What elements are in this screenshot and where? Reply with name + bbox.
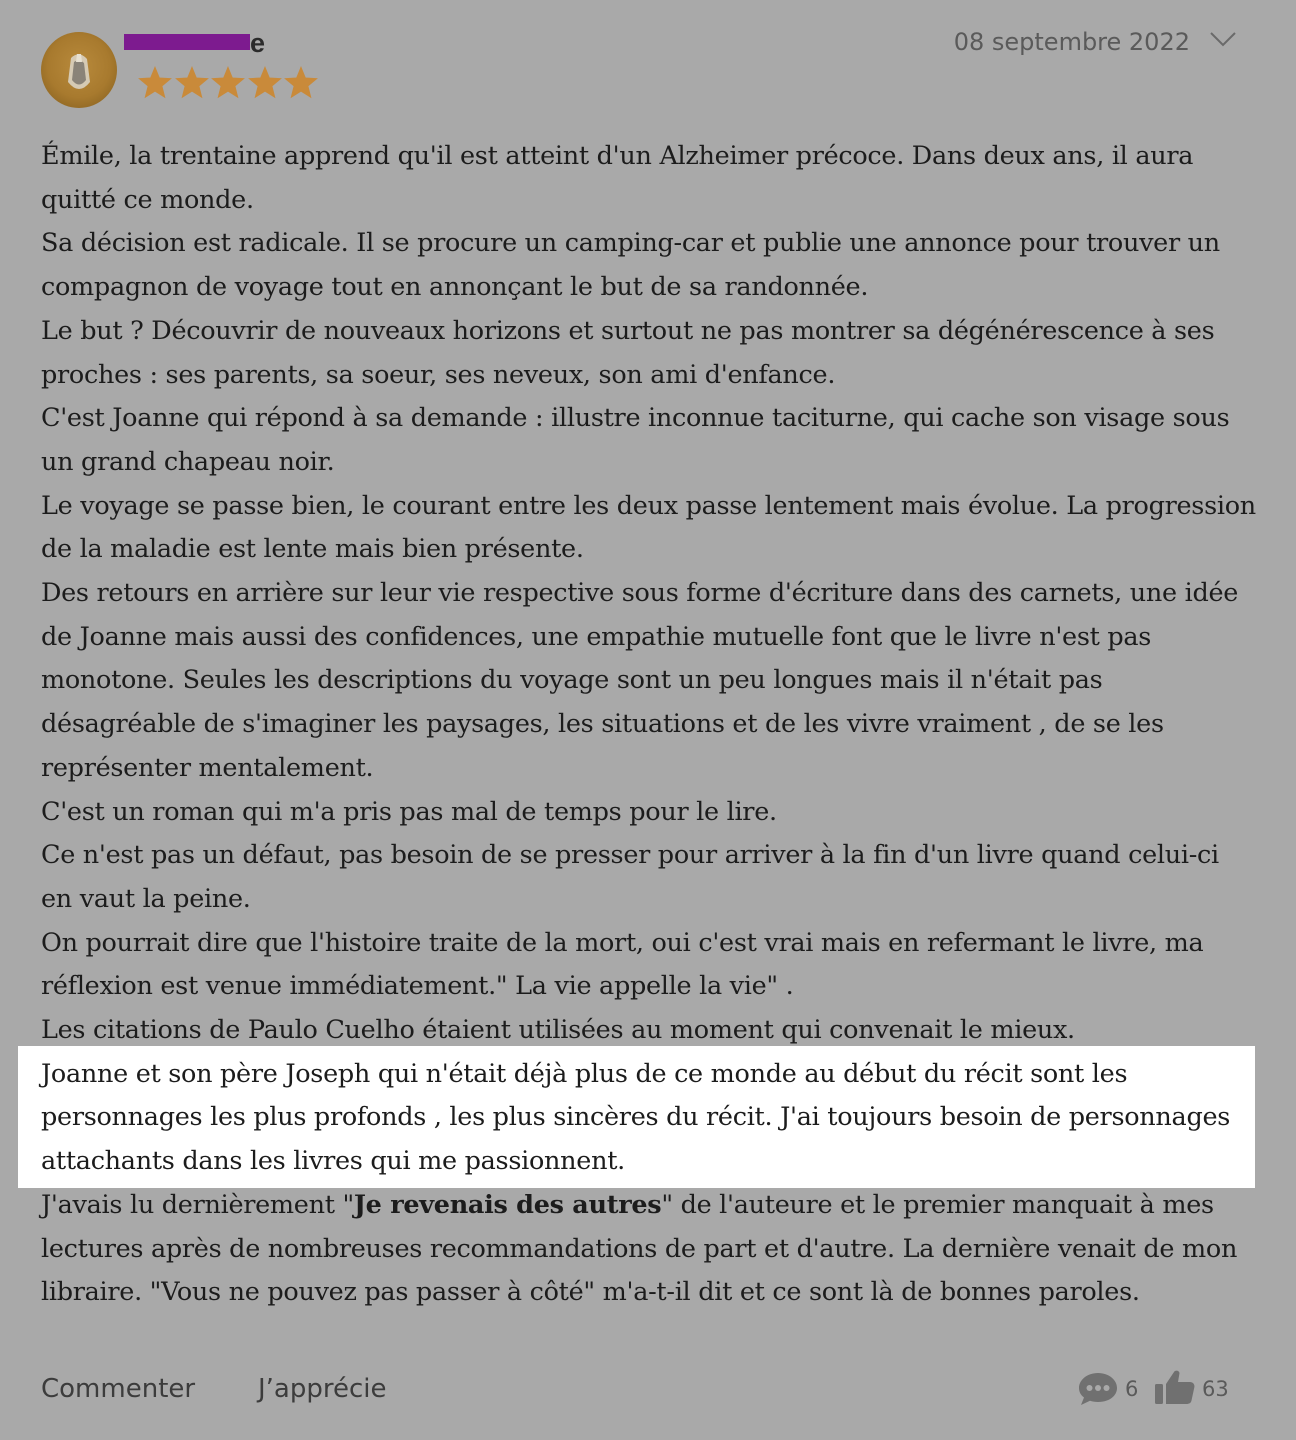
review-paragraph: Sa décision est radicale. Il se procure un camping-car et publie une annonce pour trouver un compagnon de voyage tout en annonçant le but de sa randonnée. bbox=[41, 228, 1220, 303]
text-fragment: J'avais lu dernièrement " bbox=[41, 1189, 354, 1220]
comment-bubble-icon[interactable] bbox=[1076, 1370, 1120, 1408]
chevron-down-icon[interactable] bbox=[1209, 30, 1237, 48]
star-icon bbox=[210, 65, 246, 101]
comment-count: 6 bbox=[1125, 1377, 1139, 1401]
review-paragraph: Les citations de Paulo Cuelho étaient utilisées au moment qui convenait le mieux. bbox=[41, 1015, 1075, 1046]
review-paragraph: On pourrait dire que l'histoire traite de la mort, oui c'est vrai mais en refermant le livre, ma réflexion est venue immédiatement." La vie appelle la vie" . bbox=[41, 927, 1204, 1002]
comment-button[interactable]: Commenter bbox=[41, 1374, 196, 1404]
review-paragraph: C'est Joanne qui répond à sa demande : illustre inconnue taciturne, qui cache son visage sous un grand chapeau noir. bbox=[41, 403, 1230, 477]
star-icon bbox=[174, 65, 210, 101]
review-paragraph: C'est un roman qui m'a pris pas mal de temps pour le lire. bbox=[41, 796, 777, 827]
review-paragraph: Le voyage se passe bien, le courant entre les deux passe lentement mais évolue. La progression de la maladie est lente mais bien présente. bbox=[41, 490, 1256, 565]
star-icon bbox=[283, 65, 319, 101]
review-paragraph: Le but ? Découvrir de nouveaux horizons et surtout ne pas montrer sa dégénérescence à ses proches : ses parents, sa soeur, ses neveux, son ami d'enfance. bbox=[41, 315, 1215, 390]
like-button[interactable]: J’apprécie bbox=[258, 1374, 387, 1404]
star-rating bbox=[137, 65, 320, 105]
review-footer bbox=[0, 1362, 1296, 1422]
review-date: 08 septembre 2022 bbox=[953, 28, 1190, 56]
avatar[interactable] bbox=[41, 32, 117, 108]
review-paragraph: Ce n'est pas un défaut, pas besoin de se presser pour arriver à la fin d'un livre quand celui-ci en vaut la peine. bbox=[41, 840, 1219, 914]
review-paragraph-highlighted: Joanne et son père Joseph qui n'était déjà plus de ce monde au début du récit sont les personnages les plus profonds , les plus sincères du récit. J'ai toujours besoin de personnages attachants dans les livres qui me passionnent. bbox=[41, 1058, 1231, 1177]
review-paragraph-last bbox=[41, 1184, 1256, 1315]
redacted-username bbox=[124, 34, 250, 50]
like-count: 63 bbox=[1202, 1377, 1229, 1401]
text-fragment: " de l'auteure et le premier manquait à mes lectures après de nombreuses recommandations de part et d'autre. La dernière venait de mon libraire. "Vous ne pouvez pas passer à côté" m'a-t-il dit et ce sont là de bonnes paroles. bbox=[41, 1189, 1238, 1308]
book-title: Je revenais des autres bbox=[353, 1189, 662, 1220]
review-paragraph: Émile, la trentaine apprend qu'il est atteint d'un Alzheimer précoce. Dans deux ans, il aura quitté ce monde. bbox=[41, 141, 1194, 215]
star-icon bbox=[137, 65, 173, 101]
thumbs-up-icon[interactable] bbox=[1153, 1367, 1197, 1407]
review-body bbox=[41, 135, 1256, 1315]
star-icon bbox=[247, 65, 283, 101]
review-header bbox=[0, 0, 1296, 120]
author-name-visible: e bbox=[250, 28, 266, 58]
author-name[interactable] bbox=[124, 27, 265, 59]
review-paragraph: Des retours en arrière sur leur vie respective sous forme d'écriture dans des carnets, une idée de Joanne mais aussi des confidences, une empathie mutuelle font que le livre n'est pas monotone. Seules les descriptions du voyage sont un peu longues mais il n'était pas désagréable de s'imaginer les paysages, les situations et de les vivre vraiment , de se les représenter mentalement. bbox=[41, 578, 1239, 783]
